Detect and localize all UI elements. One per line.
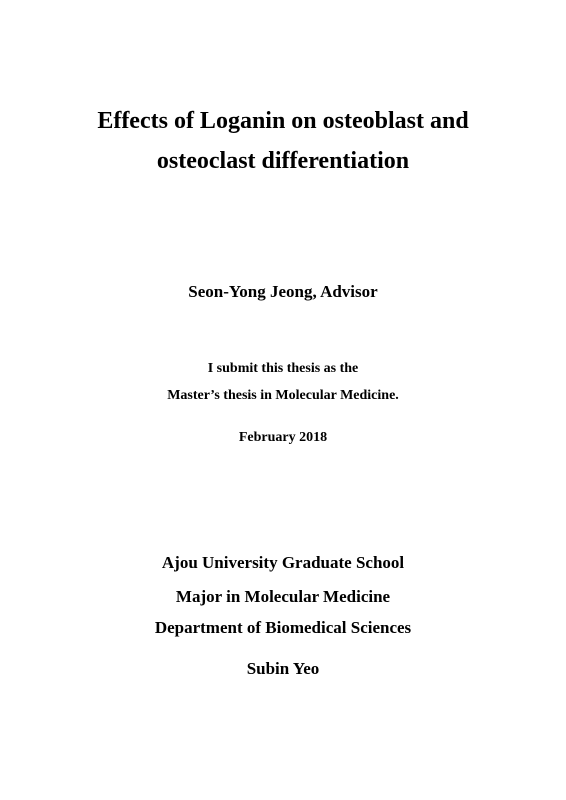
graduate-school-name: Ajou University Graduate School — [161, 553, 405, 572]
thesis-title-line-2: osteoclast differentiation — [156, 148, 410, 174]
submission-statement-line-2: Master’s thesis in Molecular Medicine. — [167, 388, 399, 403]
submission-statement-line-1: I submit this thesis as the — [207, 361, 359, 376]
author-name: Subin Yeo — [246, 659, 320, 678]
advisor-name: Seon-Yong Jeong, Advisor — [188, 282, 378, 301]
major-name: Major in Molecular Medicine — [175, 587, 391, 606]
submission-date: February 2018 — [238, 430, 328, 445]
thesis-title-line-1: Effects of Loganin on osteoblast and — [97, 108, 469, 134]
department-name: Department of Biomedical Sciences — [154, 618, 412, 637]
